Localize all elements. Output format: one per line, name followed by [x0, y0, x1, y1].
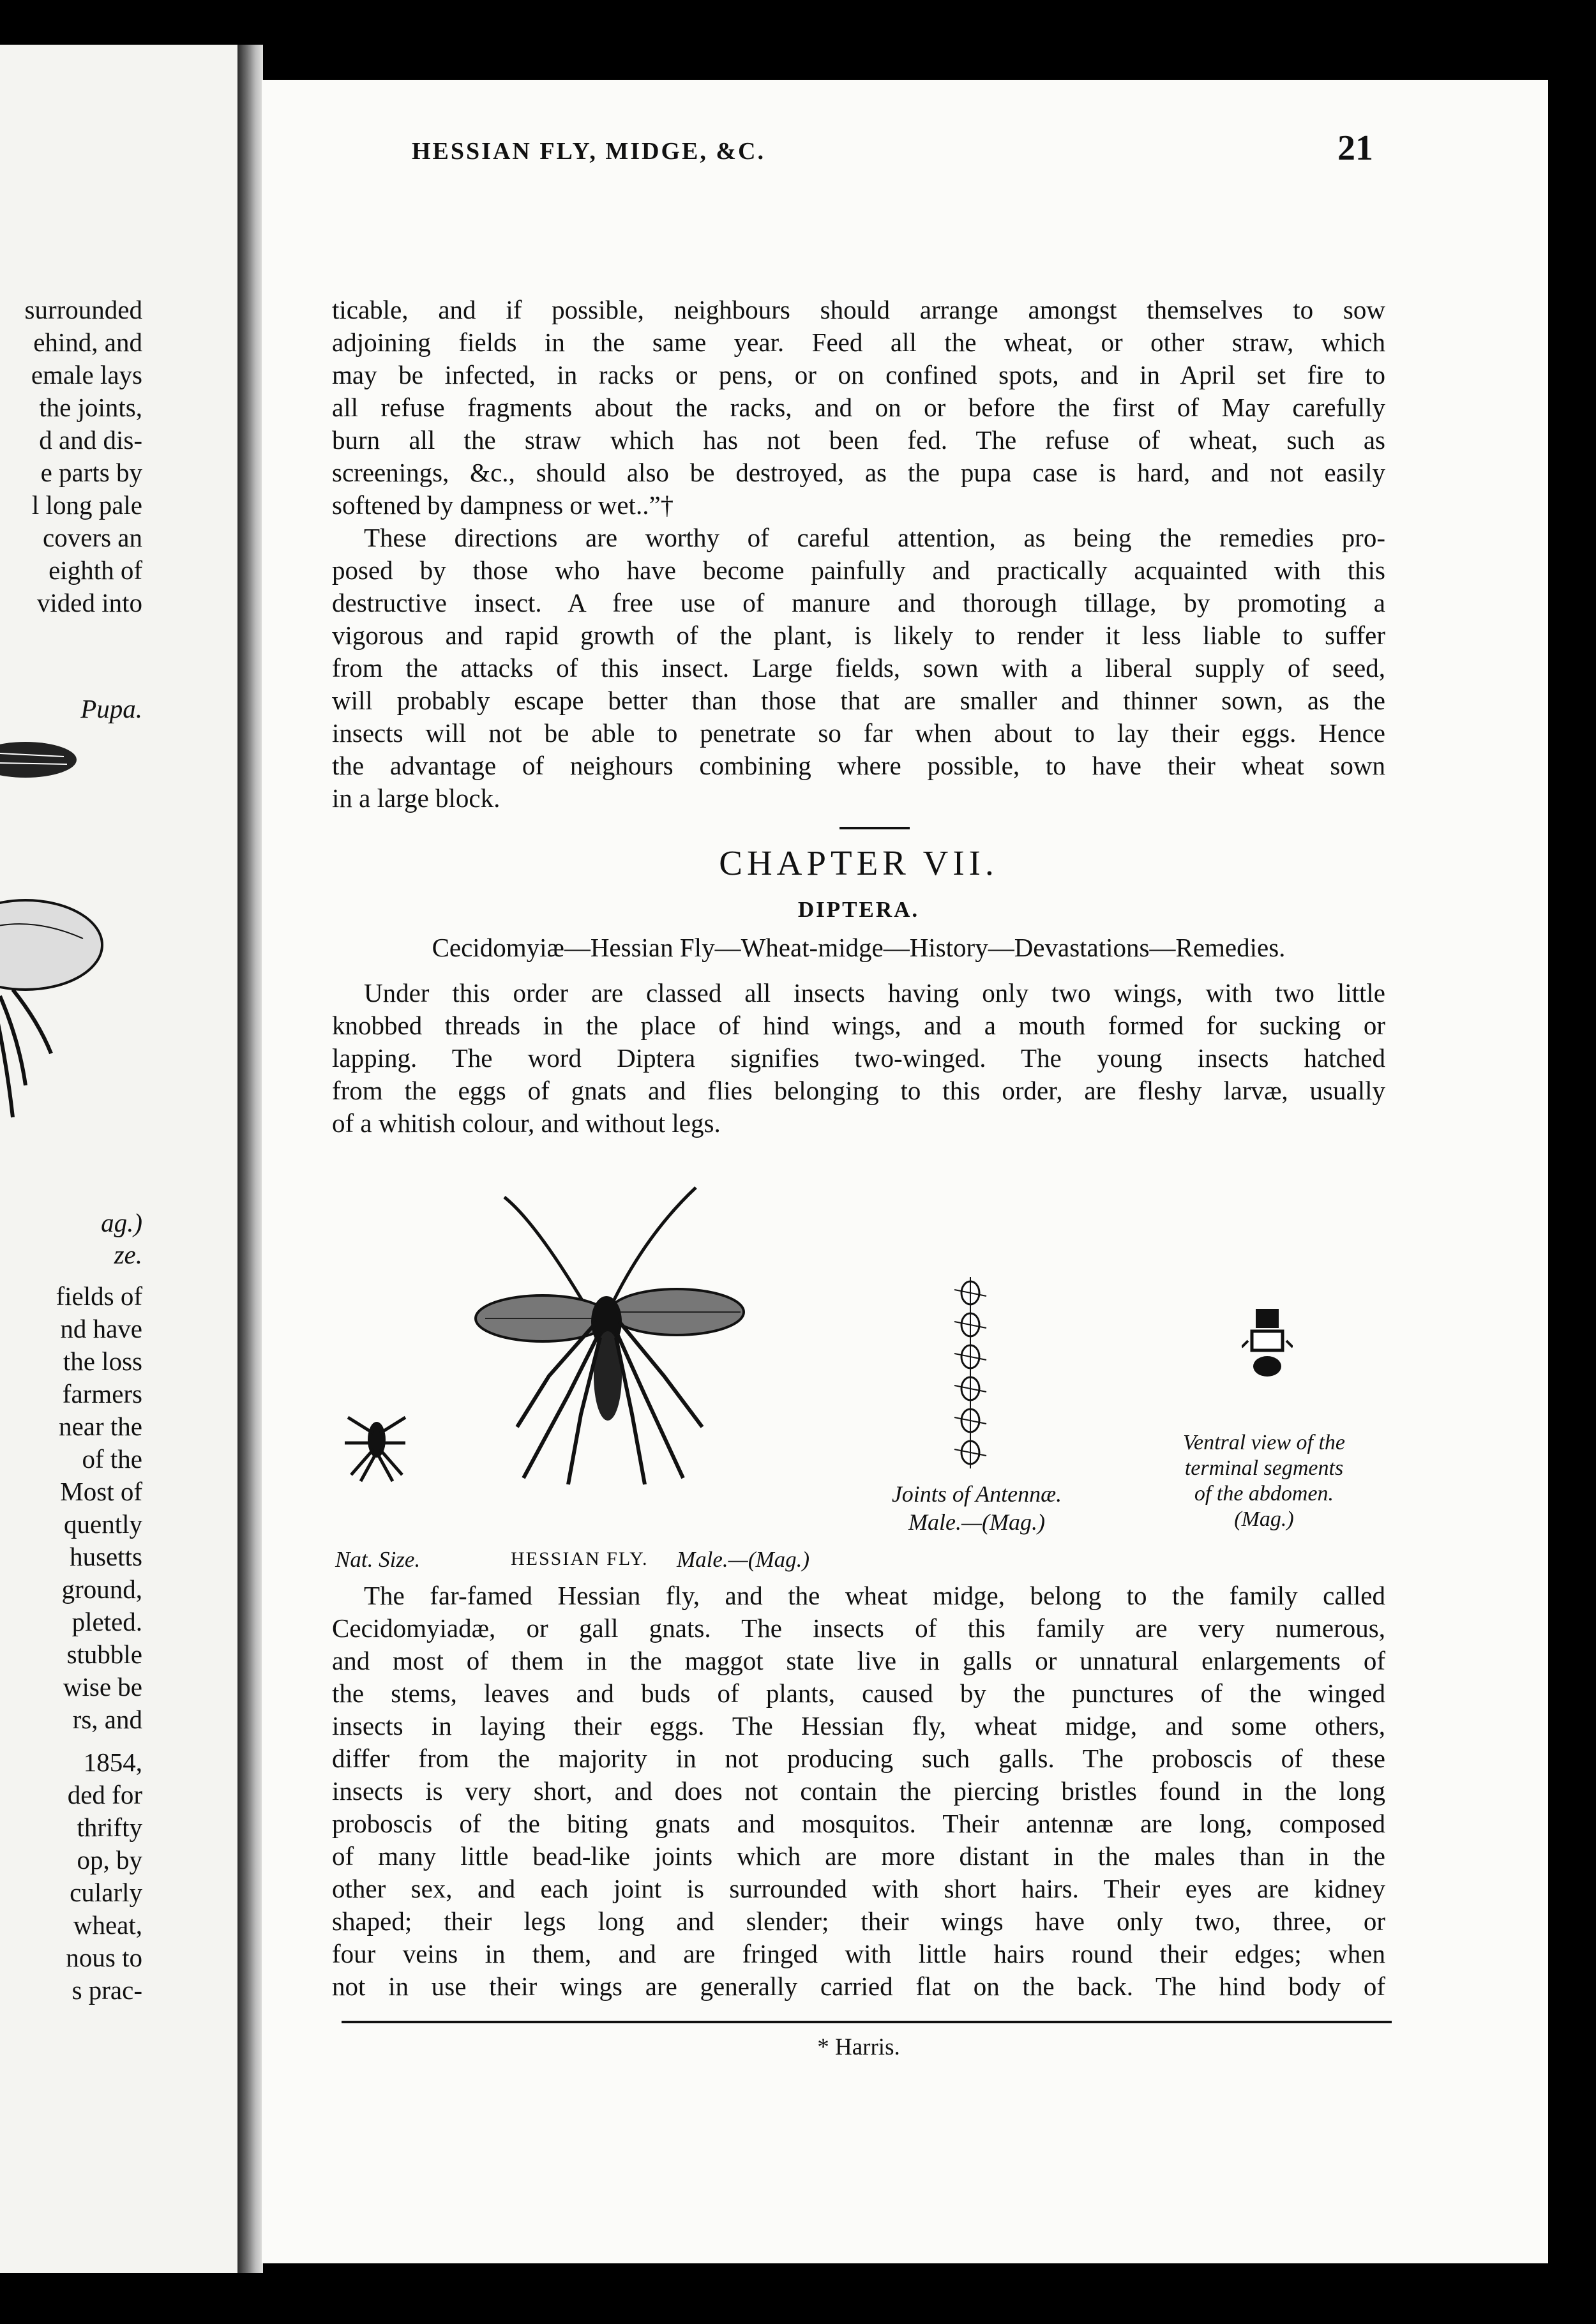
facing-page-line: pleted. [72, 1607, 142, 1636]
facing-page-line: wheat, [73, 1910, 142, 1940]
text-line: from the eggs of gnats and flies belonging to this order, are fleshy larvæ, usually [332, 1076, 1385, 1105]
text-line: of many little bead-like joints which are more distant in the males than in the [332, 1841, 1385, 1871]
facing-page-line: the loss [63, 1347, 142, 1376]
pupa-figure [0, 731, 77, 788]
text-line: proboscis of the biting gnats and mosquitos. Their antennæ are long, composed [332, 1809, 1385, 1838]
ventral-caption-line-1: Ventral view of the [1182, 1431, 1345, 1454]
chapter-subtitle: DIPTERA. [797, 897, 920, 922]
ventral-caption-line-3: of the abdomen. [1194, 1482, 1334, 1505]
text-line: insects is very short, and does not contain the piercing bristles found in the long [332, 1776, 1385, 1806]
text-line: all refuse fragments about the racks, and on or before the first of May carefully [332, 393, 1385, 422]
hessian-fly-male-figure [472, 1184, 766, 1491]
paragraph-1 [332, 294, 1385, 522]
facing-page-line: rs, and [72, 1705, 142, 1734]
facing-page-line: near the [59, 1412, 142, 1441]
text-line: destructive insect. A free use of manure and thorough tillage, by promoting a [332, 588, 1385, 617]
running-title: HESSIAN FLY, MIDGE, &C. [412, 138, 765, 165]
antennae-caption [849, 1480, 1104, 1536]
text-line: may be infected, in racks or pens, or on confined spots, and in April set fire to [332, 360, 1385, 389]
paragraph-3 [332, 977, 1385, 1140]
text-line: insects will not be able to penetrate so far when about to lay their eggs. Hence [332, 718, 1385, 748]
text-line: shaped; their legs long and slender; their wings have only two, three, or [332, 1906, 1385, 1936]
facing-page-line: farmers [62, 1379, 142, 1408]
antenna-joints-figure [945, 1277, 996, 1468]
text-line: adjoining fields in the same year. Feed all the wheat, or other straw, which [332, 328, 1385, 357]
facing-page-line: 1854, [83, 1747, 142, 1777]
text-line: posed by those who have become painfully and practically acquainted with this [332, 555, 1385, 585]
abdomen-segments-figure [1242, 1302, 1293, 1385]
text-line: in a large block. [332, 783, 501, 813]
facing-page-line: op, by [77, 1845, 142, 1875]
facing-label-pupa: Pupa. [80, 694, 142, 723]
text-line: vigorous and rapid growth of the plant, is likely to render it less liable to suffer [332, 621, 1385, 650]
text-line: other sex, and each joint is surrounded with short hairs. Their eyes are kidney [332, 1874, 1385, 1903]
facing-page-line: husetts [70, 1542, 142, 1571]
text-line: insects in laying their eggs. The Hessian fly, wheat midge, and some others, [332, 1711, 1385, 1740]
text-line: and most of them in the maggot state live in galls or unnatural enlargements of [332, 1646, 1385, 1675]
facing-page-line: ehind, and [33, 328, 142, 357]
ventral-caption-line-4: (Mag.) [1234, 1507, 1294, 1531]
text-line: Cecidomyiadæ, or gall gnats. The insects of this family are very numerous, [332, 1613, 1385, 1643]
text-line: from the attacks of this insect. Large fields, sown with a liberal supply of seed, [332, 653, 1385, 683]
nat-size-caption: Nat. Size. [335, 1547, 421, 1572]
facing-page-line: emale lays [31, 360, 142, 389]
text-line: not in use their wings are generally carried flat on the back. The hind body of [332, 1972, 1385, 2001]
facing-page-line: surrounded [24, 295, 142, 324]
text-line: the advantage of neighours combining where possible, to have their wheat sown [332, 751, 1385, 780]
facing-page-line: wise be [63, 1672, 142, 1701]
insect-figure-partial [0, 875, 128, 1130]
facing-page-line: vided into [36, 588, 142, 617]
text-line: screenings, &c., should also be destroyed, as the pupa case is hard, and not easily [332, 458, 1385, 487]
facing-page-line: s prac- [72, 1975, 142, 2005]
text-line: lapping. The word Diptera signifies two-winged. The young insects hatched [332, 1043, 1385, 1073]
facing-page-line: thrifty [77, 1813, 142, 1842]
facing-page-line: Most of [60, 1477, 142, 1506]
section-rule [839, 827, 910, 829]
chapter-title: CHAPTER VII. [719, 843, 998, 882]
hessian-fly-caption: HESSIAN FLY. [511, 1548, 649, 1569]
facing-label-mag: ag.) [101, 1208, 142, 1237]
facing-page-line: ground, [61, 1574, 142, 1604]
text-line: of a whitish colour, and without legs. [332, 1108, 721, 1138]
footnote: * Harris. [817, 2034, 900, 2060]
book-gutter [237, 45, 263, 2273]
facing-page-line: of the [82, 1444, 142, 1474]
paragraph-2 [332, 522, 1385, 815]
facing-label-size: ze. [114, 1240, 142, 1269]
text-line: softened by dampness or wet..”† [332, 490, 674, 520]
text-line: the stems, leaves and buds of plants, caused by the punctures of the winged [332, 1679, 1385, 1708]
text-line: The far-famed Hessian fly, and the wheat midge, belong to the family called [364, 1581, 1385, 1610]
ventral-caption-line-2: terminal segments [1184, 1456, 1344, 1480]
facing-page-line: nous to [66, 1943, 142, 1972]
text-line: ticable, and if possible, neighbours should arrange amongst themselves to sow [332, 295, 1385, 324]
facing-page-line: cularly [70, 1878, 142, 1907]
text-line: differ from the majority in not producing such galls. The proboscis of these [332, 1744, 1385, 1773]
facing-page-line: nd have [60, 1314, 142, 1343]
facing-page-line: covers an [43, 523, 142, 552]
antennae-caption-line-1: Joints of Antennæ. [891, 1481, 1062, 1507]
facing-page-line: eighth of [49, 555, 142, 585]
facing-page [0, 45, 239, 2273]
paragraph-4 [332, 1580, 1385, 2003]
page-number: 21 [1337, 128, 1373, 168]
hessian-fly-natural-size-figure [342, 1405, 412, 1488]
facing-page-line: quently [64, 1509, 142, 1539]
text-line: four veins in them, and are fringed with little hairs round their edges; when [332, 1939, 1385, 1968]
footnote-rule [342, 2021, 1392, 2023]
facing-page-line: l long pale [31, 490, 142, 520]
text-line: will probably escape better than those that are smaller and thinner sown, as the [332, 686, 1385, 715]
ventral-view-caption [1130, 1430, 1398, 1532]
facing-page-line: stubble [66, 1640, 142, 1669]
chapter-summary: Cecidomyiæ—Hessian Fly—Wheat-midge—History—Devastations—Remedies. [432, 933, 1286, 962]
male-mag-caption: Male.—(Mag.) [677, 1547, 810, 1572]
text-line: burn all the straw which has not been fed. The refuse of wheat, such as [332, 425, 1385, 455]
text-line: Under this order are classed all insects having only two wings, with two little [364, 978, 1385, 1007]
antennae-caption-line-2: Male.—(Mag.) [908, 1509, 1045, 1535]
facing-page-line: ded for [67, 1780, 142, 1809]
facing-page-line: d and dis- [39, 425, 142, 455]
text-line: knobbed threads in the place of hind wings, and a mouth formed for sucking or [332, 1011, 1385, 1040]
facing-page-line: fields of [56, 1281, 142, 1311]
text-line: These directions are worthy of careful attention, as being the remedies pro- [364, 523, 1385, 552]
facing-page-line: the joints, [39, 393, 142, 422]
facing-page-line: e parts by [40, 458, 142, 487]
